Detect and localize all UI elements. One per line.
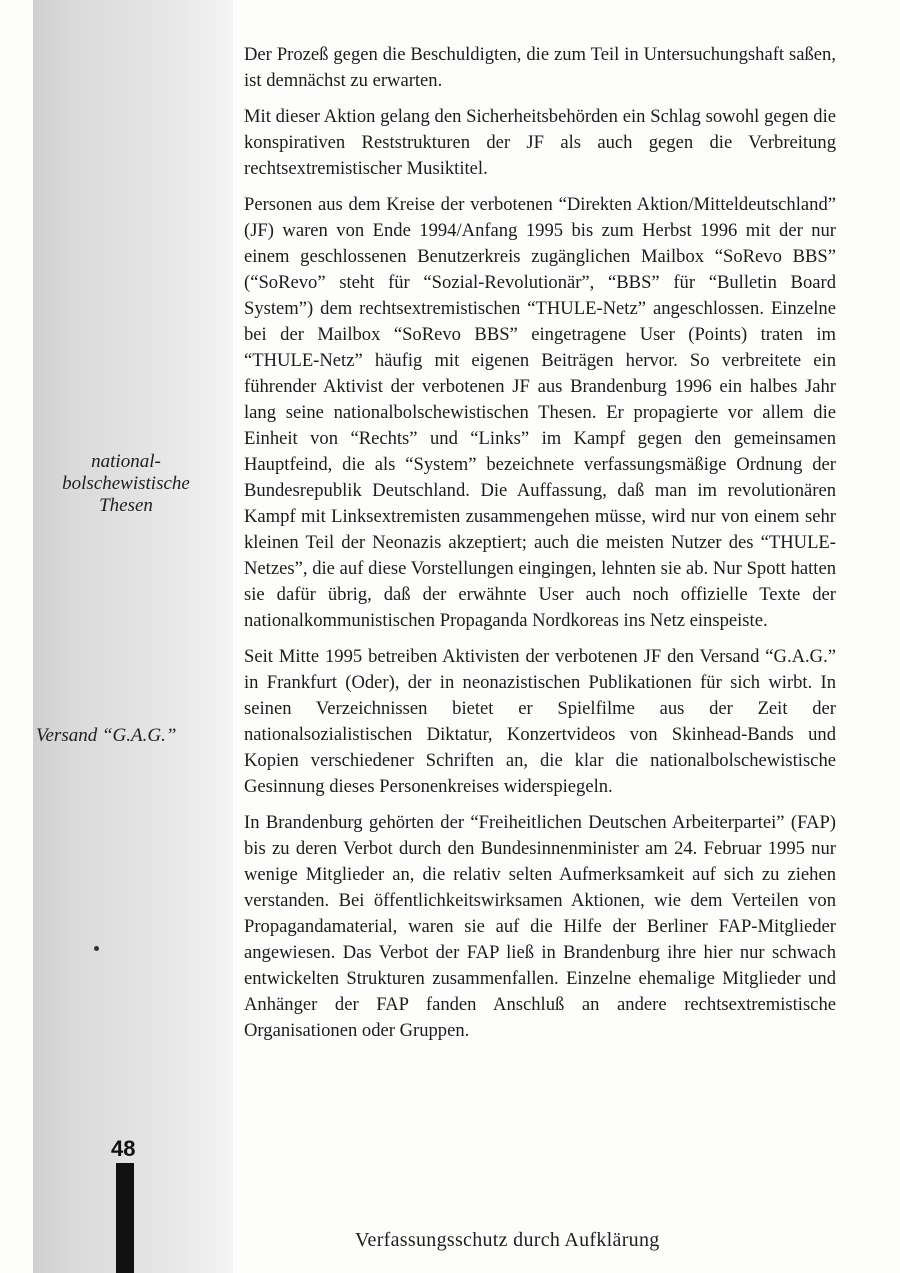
paragraph: Seit Mitte 1995 betreiben Aktivisten der verbotenen JF den Versand “G.A.G.” in Frankfurt (Oder), der in neonazistischen Publikationen für sich wirbt. In seinen Verzeichnissen bietet er Spielfilme aus der Zeit der nationalsozialistischen Diktatur, Konzertvideos von Skinhead-Bands und Kopien verschiedener Schriften an, die klar die nationalbolschewistische Gesinnung dieses Personenkreises widerspiegeln. <box>244 646 836 797</box>
running-footer: Verfassungsschutz durch Aufklärung <box>355 1229 660 1251</box>
margin-band <box>33 0 233 1273</box>
page-number-bar <box>116 1163 134 1273</box>
margin-note-line: national- <box>91 451 161 472</box>
paragraph: Mit dieser Aktion gelang den Sicherheitsbehörden ein Schlag sowohl gegen die konspirativen Reststrukturen der JF als auch gegen die Verbreitung rechtsextremistischer Musiktitel. <box>244 106 836 179</box>
margin-note-line: bolschewistische <box>62 473 190 494</box>
margin-note-line: Thesen <box>99 495 153 516</box>
margin-note-thesen <box>36 451 216 517</box>
paragraph: Der Prozeß gegen die Beschuldigten, die zum Teil in Untersuchungshaft saßen, ist demnächst zu erwarten. <box>244 44 836 91</box>
paragraph: Personen aus dem Kreise der verbotenen “Direkten Aktion/Mitteldeutschland” (JF) waren von Ende 1994/Anfang 1995 bis zum Herbst 1996 mit der nur einem geschlossenen Benutzerkreis zugänglichen Mailbox “SoRevo BBS” (“SoRevo” steht für “Sozial-Revolutionär”, “BBS” für “Bulletin Board System”) dem rechtsextremistischen “THULE-Netz” angeschlossen. Einzelne bei der Mailbox “SoRevo BBS” eingetragene User (Points) traten im “THULE-Netz” häufig mit eigenen Beiträgen hervor. So verbreitete ein führender Aktivist der verbotenen JF aus Brandenburg 1996 ein halbes Jahr lang seine nationalbolschewistischen Thesen. Er propagierte vor allem die Einheit von “Rechts” und “Links” im Kampf gegen den gemeinsamen Hauptfeind, die als “System” bezeichnete verfassungsmäßige Ordnung der Bundesrepublik Deutschland. Die Auffassung, daß man im revolutionären Kampf mit Linksextremisten zusammengehen müsse, wird nur von einem sehr kleinen Teil der Neonazis akzeptiert; auch die meisten Nutzer des “THULE-Netzes”, die auf diese Vorstellungen eingingen, lehnten sie ab. Nur Spott hatten sie dafür übrig, daß der erwähnte User auch noch offizielle Texte der nationalkommunistischen Propaganda Nordkoreas ins Netz einspeiste. <box>244 194 836 631</box>
page-number: 48 <box>111 1136 136 1161</box>
body-text <box>244 42 836 1054</box>
paragraph: In Brandenburg gehörten der “Freiheitlichen Deutschen Arbeiterpartei” (FAP) bis zu deren Verbot durch den Bundesinnenminister am 24. Februar 1995 nur wenige Mitglieder an, die relativ selten Aufmerksamkeit auf sich zu ziehen verstanden. Bei öffentlichkeitswirksamen Aktionen, wie dem Verteilen von Propagandamaterial, waren sie auf die Hilfe der Berliner FAP-Mitglieder angewiesen. Das Verbot der FAP ließ in Brandenburg ihre hier nur schwach entwickelten Strukturen zusammenfallen. Einzelne ehemalige Mitglieder und Anhänger der FAP fanden Anschluß an andere rechtsextremistische Organisationen oder Gruppen. <box>244 812 836 1041</box>
margin-dot <box>94 946 99 951</box>
margin-note-versand <box>36 725 216 747</box>
margin-note-line: Versand “G.A.G.” <box>36 725 177 746</box>
